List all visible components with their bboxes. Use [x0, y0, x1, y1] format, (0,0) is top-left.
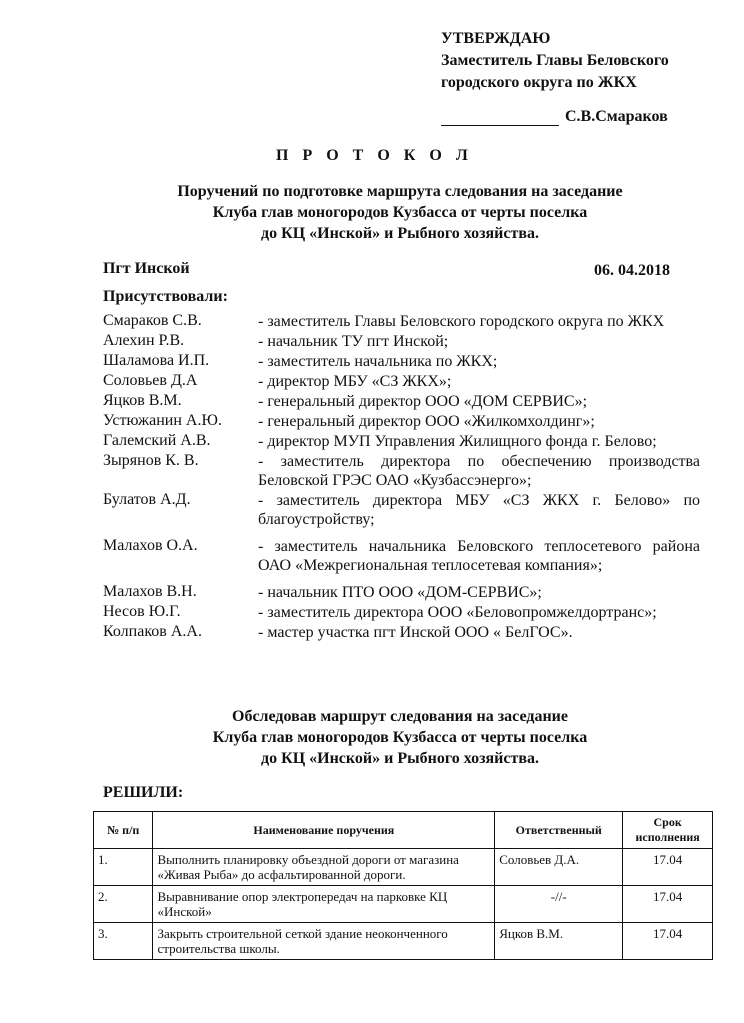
cell-resp: -//- [495, 886, 623, 923]
table-row [94, 923, 713, 960]
signer-name: С.В.Смараков [565, 108, 668, 125]
attendee-role: - заместитель Главы Беловского городского округа по ЖКХ [258, 313, 665, 330]
attendee-role: - заместитель начальника Беловского теплосетевого района ОАО «Межрегиональная теплосетевая компания»; [258, 538, 700, 574]
table-row [94, 886, 713, 923]
attendee-name: Зырянов К. В. [103, 452, 199, 469]
tasks-table [93, 811, 713, 960]
attendee-role: - заместитель директора по обеспечению производства Беловской ГРЭС ОАО «Кузбассэнерго»; [258, 453, 700, 489]
attendees-heading: Присутствовали: [103, 288, 228, 305]
cell-num: 3. [94, 923, 153, 960]
col-header-name: Наименование поручения [153, 812, 495, 849]
col-header-num: № п/п [94, 812, 153, 849]
attendee-role: - заместитель директора ООО «Беловопромжелдортранс»; [258, 604, 657, 621]
cell-term: 17.04 [623, 886, 713, 923]
attendee-name: Смараков С.В. [103, 312, 202, 329]
survey-line-3: до КЦ «Инской» и Рыбного хозяйства. [261, 750, 539, 767]
attendee-name: Несов Ю.Г. [103, 603, 181, 620]
cell-resp: Соловьев Д.А. [495, 849, 623, 886]
protocol-subject [120, 181, 680, 244]
cell-num: 1. [94, 849, 153, 886]
cell-term: 17.04 [623, 923, 713, 960]
attendee-name: Устюжанин А.Ю. [103, 412, 222, 429]
attendee-name: Шаламова И.П. [103, 352, 210, 369]
cell-name: Выравнивание опор электропередач на парковке КЦ «Инской» [153, 886, 495, 923]
attendee-name: Малахов О.А. [103, 537, 198, 554]
cell-num: 2. [94, 886, 153, 923]
subject-line-1: Поручений по подготовке маршрута следования на заседание [177, 183, 623, 200]
survey-line-1: Обследовав маршрут следования на заседание [232, 708, 568, 725]
meeting-place: Пгт Инской [103, 260, 190, 277]
decided-heading: РЕШИЛИ: [103, 784, 184, 801]
col-header-resp: Ответственный [495, 812, 623, 849]
attendee-role: - генеральный директор ООО «ДОМ СЕРВИС»; [258, 393, 588, 410]
attendee-name: Булатов А.Д. [103, 491, 191, 508]
attendee-role: - заместитель начальника по ЖКХ; [258, 353, 498, 370]
subject-line-2: Клуба глав моногородов Кузбасса от черты поселка [212, 204, 588, 221]
attendee-role: - начальник ПТО ООО «ДОМ-СЕРВИС»; [258, 584, 542, 601]
cell-resp: Яцков В.М. [495, 923, 623, 960]
signature-line [441, 108, 668, 126]
survey-line-2: Клуба глав моногородов Кузбасса от черты поселка [212, 729, 588, 746]
meeting-date: 06. 04.2018 [594, 262, 670, 279]
cell-term: 17.04 [623, 849, 713, 886]
attendee-name: Яцков В.М. [103, 392, 182, 409]
subject-line-3: до КЦ «Инской» и Рыбного хозяйства. [261, 225, 539, 242]
attendee-name: Алехин Р.В. [103, 332, 185, 349]
table-row [94, 849, 713, 886]
attendee-role: - генеральный директор ООО «Жилкомхолдинг»; [258, 413, 595, 430]
approval-block [441, 28, 669, 94]
protocol-title: П Р О Т О К О Л [276, 147, 473, 164]
attendee-name: Соловьев Д.А [103, 372, 198, 389]
attendee-role: - начальник ТУ пгт Инской; [258, 333, 449, 350]
attendee-role: - директор МУП Управления Жилищного фонда г. Белово; [258, 433, 657, 450]
cell-name: Закрыть строительной сеткой здание неоконченного строительства школы. [153, 923, 495, 960]
attendee-name: Галемский А.В. [103, 432, 211, 449]
signature-blank [441, 109, 559, 126]
attendee-role: - мастер участка пгт Инской ООО « БелГОС». [258, 624, 573, 641]
attendee-role: - заместитель директора МБУ «СЗ ЖКХ г. Белово» по благоустройству; [258, 492, 700, 528]
approval-line-1: Заместитель Главы Беловского [441, 52, 669, 69]
approval-heading: УТВЕРЖДАЮ [441, 30, 551, 47]
survey-heading [160, 706, 640, 769]
table-header-row [94, 812, 713, 849]
col-header-term: Срок исполнения [623, 812, 713, 849]
attendee-name: Колпаков А.А. [103, 623, 202, 640]
attendee-name: Малахов В.Н. [103, 583, 197, 600]
attendee-role: - директор МБУ «СЗ ЖКХ»; [258, 373, 452, 390]
cell-name: Выполнить планировку объездной дороги от магазина «Живая Рыба» до асфальтированной дороги. [153, 849, 495, 886]
approval-line-2: городского округа по ЖКХ [441, 74, 637, 91]
